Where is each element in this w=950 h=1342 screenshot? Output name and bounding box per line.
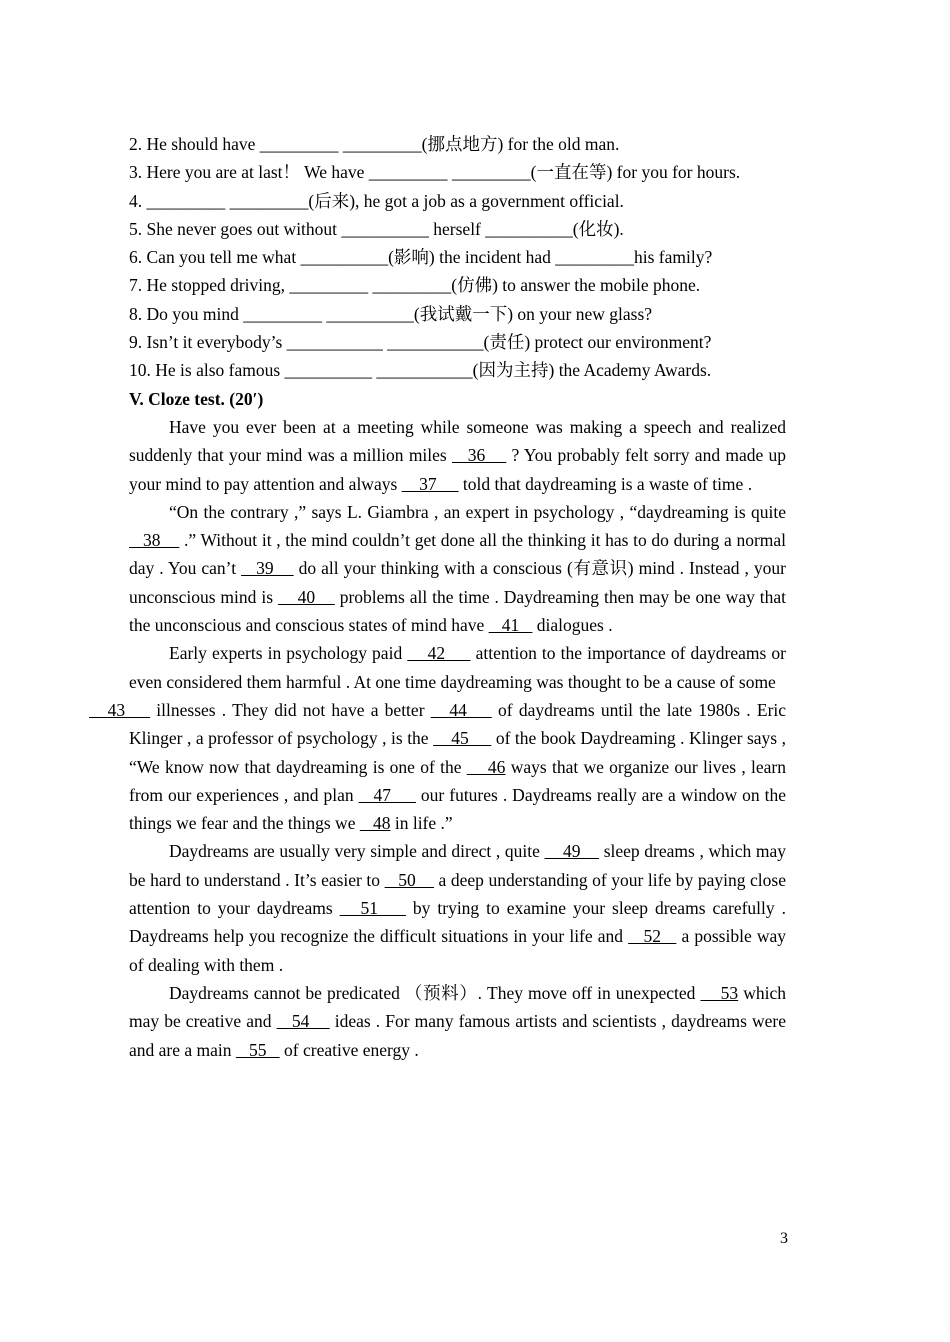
text: “On the contrary ,” says L. Giambra , an expert in psychology , “daydreaming is quite: [169, 501, 786, 522]
text: in life .”: [390, 813, 453, 834]
text: illnesses . They did not have a better: [150, 699, 431, 720]
blank-46: 46: [466, 756, 506, 777]
blank-42: 42: [407, 643, 471, 664]
cloze-paragraph-1: [129, 413, 786, 498]
cloze-paragraph-3: [89, 639, 787, 837]
exercise-10: 10. He is also famous __________ ___________(因为主持) the Academy Awards.: [129, 360, 712, 381]
blank-37: 37: [401, 473, 459, 494]
blank-43: 43: [89, 699, 151, 720]
text: of the book Daydreaming . Klinger says , “We know now that daydreaming is one of the: [129, 728, 787, 777]
text: Early experts in psychology paid: [169, 643, 408, 664]
text: by trying to examine your sleep dreams carefully . Daydreams help you recognize the difficult situations in your life and: [129, 898, 787, 947]
cloze-paragraph-4: [129, 837, 786, 978]
blank-39: 39: [241, 558, 294, 579]
text: Have you ever been at a meeting while someone was making a speech and realized suddenly that your mind was a million miles: [129, 416, 786, 466]
blank-53: 53: [700, 982, 739, 1003]
blank-51: 51: [339, 898, 406, 919]
text: sleep dreams , which may be hard to understand . It’s easier to: [129, 841, 786, 890]
blank-55: 55: [235, 1039, 280, 1060]
text: our futures . Daydreams really are a window on the things we fear and the things we: [129, 784, 786, 834]
text: a deep understanding of your life by paying close attention to your daydreams: [129, 869, 787, 919]
blank-44: 44: [430, 699, 492, 720]
blank-49: 49: [544, 841, 600, 862]
exercise-3: 3. Here you are at last！ We have _________ _________(一直在等) for you for hours.: [129, 162, 741, 183]
text: .” Without it , the mind couldn’t get done all the thinking it has to do during a normal day . You can’t: [129, 530, 787, 579]
text: of daydreams until the late 1980s . Eric Klinger , a professor of psychology , is the: [129, 699, 787, 749]
text: Daydreams are usually very simple and direct , quite: [169, 841, 545, 862]
blank-50: 50: [384, 869, 434, 890]
blank-48: 48: [359, 813, 391, 834]
exercise-2: 2. He should have _________ _________(挪点地方) for the old man.: [129, 134, 620, 154]
text: told that daydreaming is a waste of time .: [458, 473, 753, 494]
text: problems all the time . Daydreaming then may be one way that the unconscious and conscious states of mind have: [129, 586, 786, 636]
blank-40: 40: [277, 586, 335, 607]
text: of creative energy .: [279, 1039, 419, 1060]
section-heading: V. Cloze test. (20′): [129, 388, 264, 409]
cloze-paragraph-2: [129, 498, 786, 639]
text: ideas . For many famous artists and scientists , daydreams were and are a main: [129, 1011, 786, 1060]
exercise-6: 6. Can you tell me what __________(影响) the incident had _________his family?: [129, 247, 713, 268]
text: do all your thinking with a conscious (有意识) mind . Instead , your unconscious mind is: [129, 558, 786, 607]
blank-54: 54: [276, 1011, 330, 1032]
text: which may be creative and: [129, 982, 786, 1032]
blank-47: 47: [358, 784, 416, 805]
text: a possible way of dealing with them .: [129, 926, 786, 975]
text: dialogues .: [532, 615, 613, 636]
text: ways that we organize our lives , learn from our experiences , and plan: [129, 756, 786, 805]
text: ? You probably felt sorry and made up your mind to pay attention and always: [129, 445, 786, 494]
blank-41: 41: [488, 615, 533, 636]
exercise-9: 9. Isn’t it everybody’s ___________ ___________(责任) protect our environment?: [129, 332, 712, 353]
exercise-4: 4. _________ _________(后来), he got a job as a government official.: [129, 190, 624, 211]
blank-45: 45: [433, 728, 492, 749]
blank-38: 38: [129, 530, 180, 551]
text: attention to the importance of daydreams or even considered them harmful . At one time daydreaming was thought to be a cause of some: [129, 643, 787, 692]
exercise-5: 5. She never goes out without __________ herself __________(化妆).: [129, 218, 624, 239]
page-content: [89, 130, 787, 1064]
blank-36: 36: [451, 445, 507, 466]
exercise-8: 8. Do you mind _________ __________(我试戴一下) on your new glass?: [129, 303, 653, 324]
text: Daydreams cannot be predicated （预料）. They move off in unexpected: [169, 982, 701, 1003]
exercise-7: 7. He stopped driving, _________ _________(仿佛) to answer the mobile phone.: [129, 275, 701, 296]
page-number: 3: [780, 1230, 788, 1247]
cloze-paragraph-5: [129, 979, 786, 1064]
blank-52: 52: [628, 926, 677, 947]
